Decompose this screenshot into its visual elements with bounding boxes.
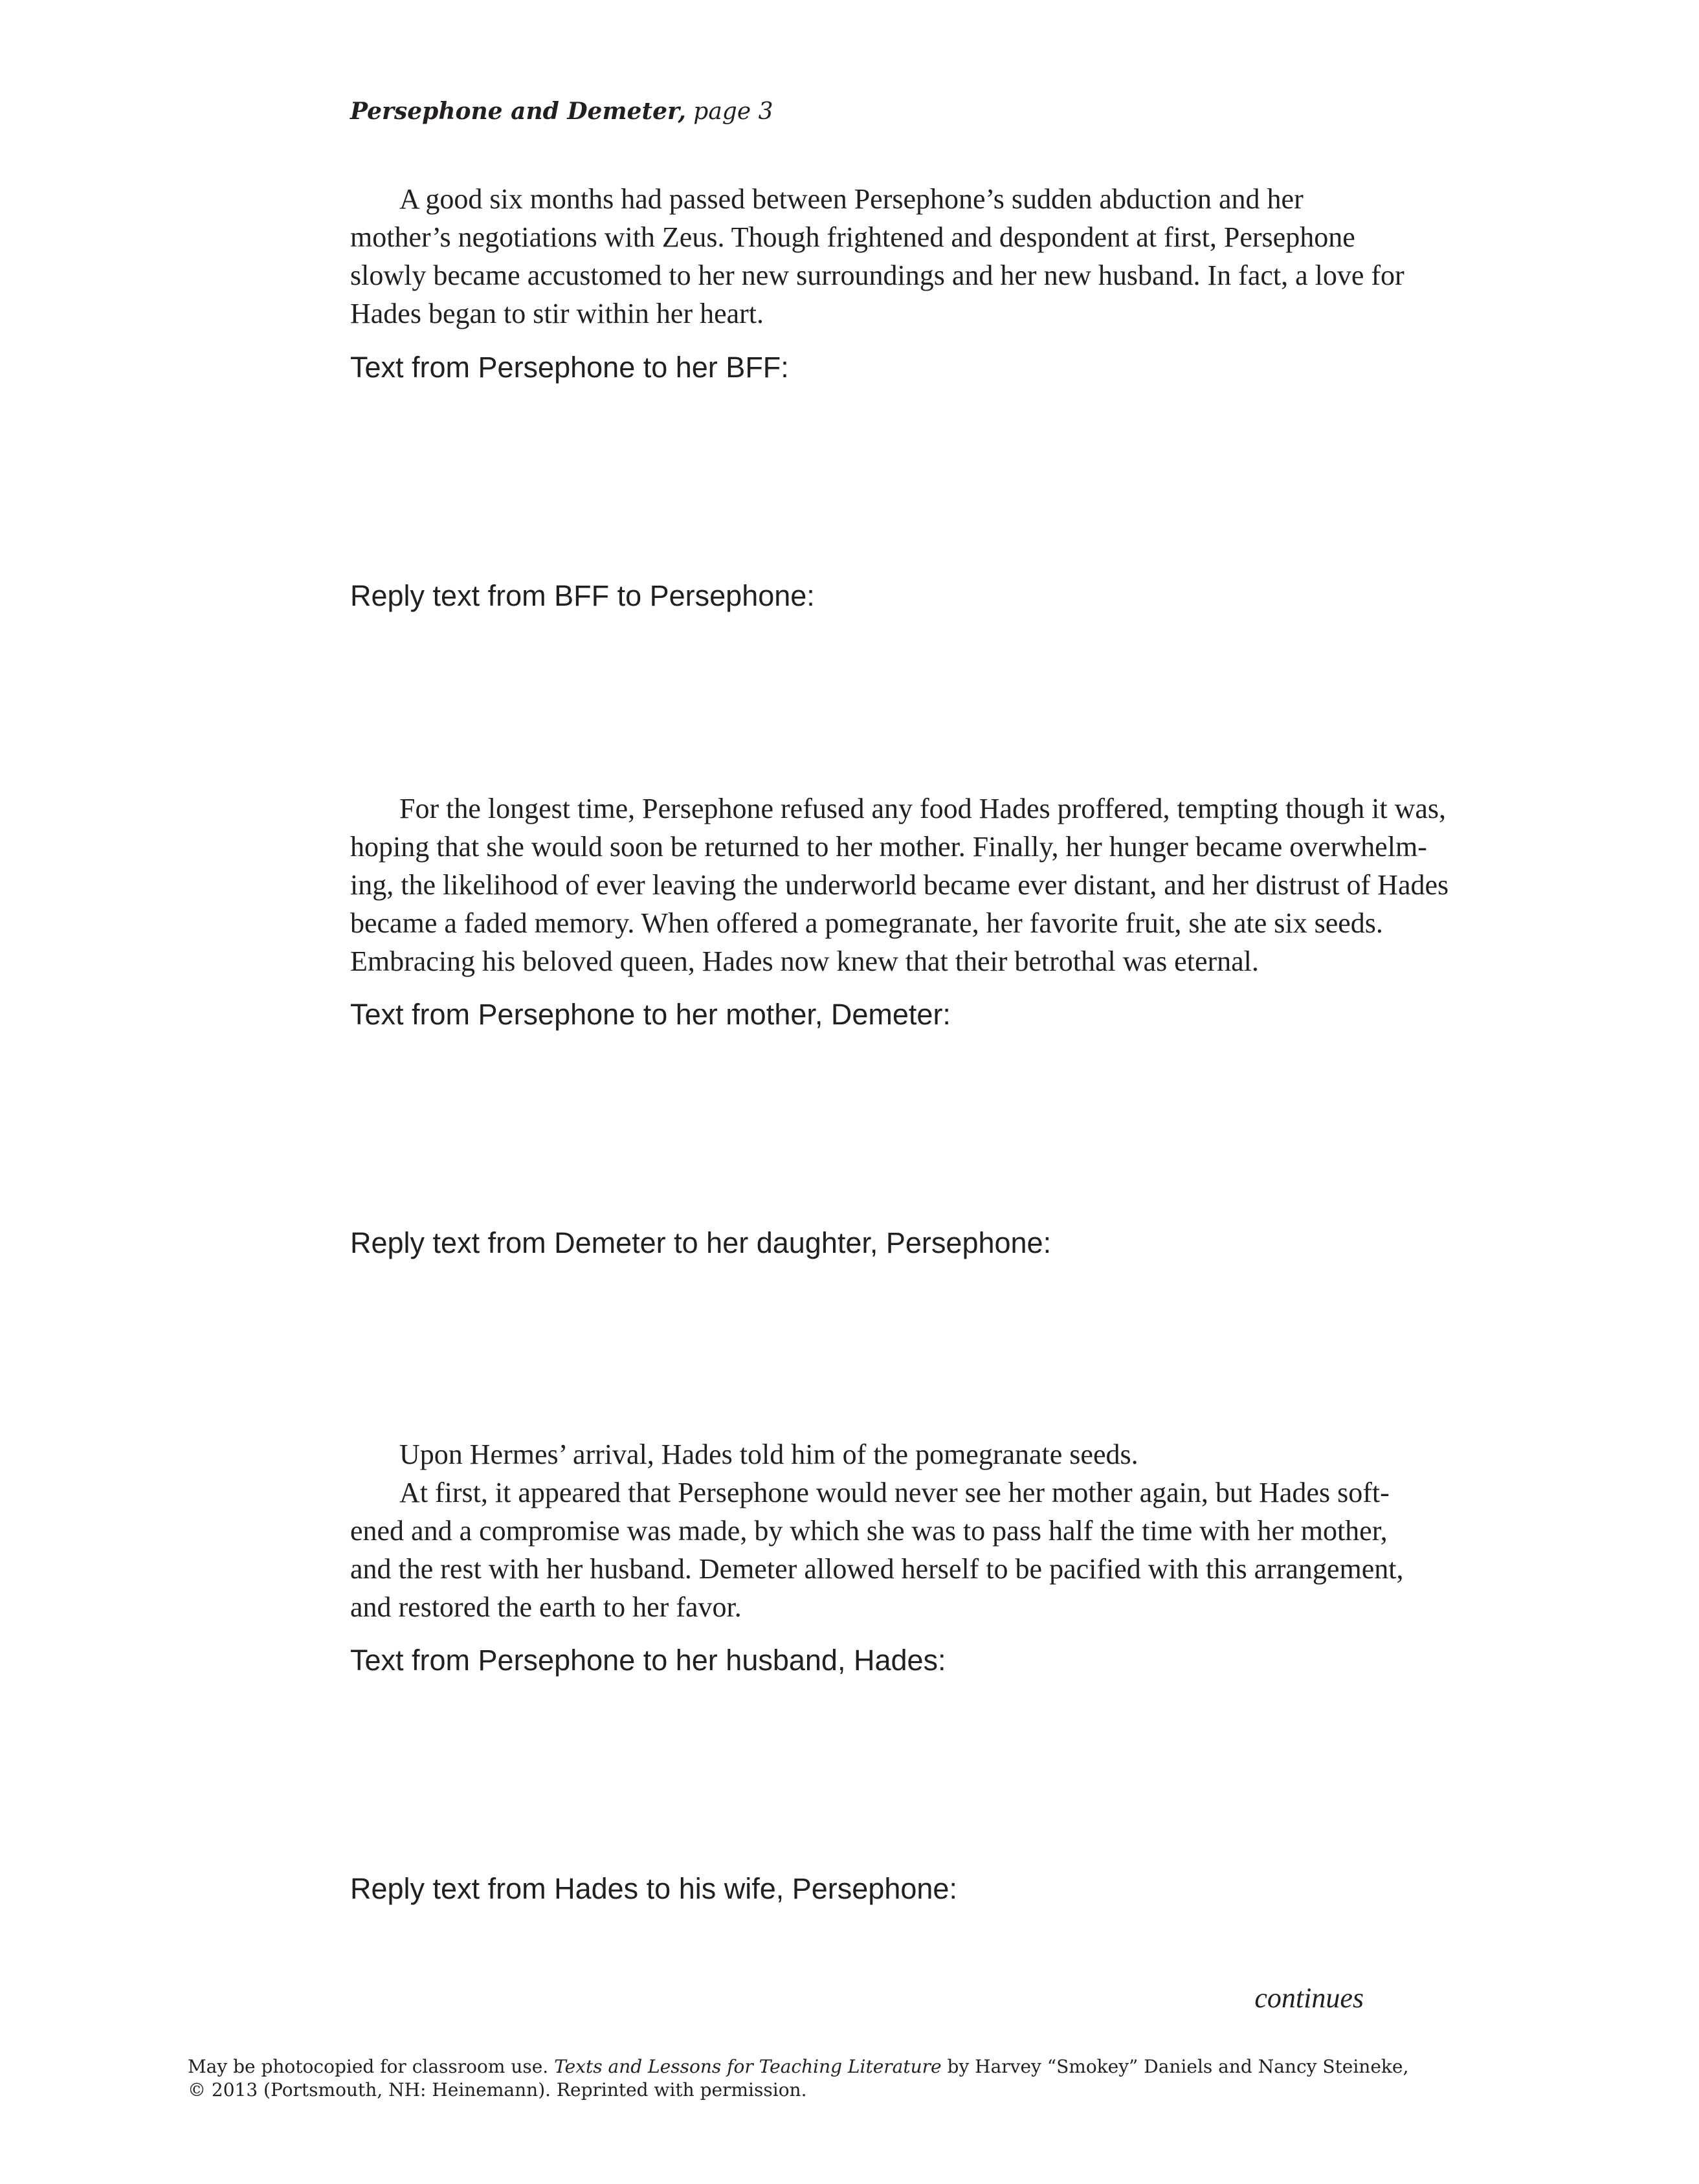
paragraph-line: Embracing his beloved queen, Hades now knew that their betrothal was eternal. [350,945,1259,977]
footer-credit [188,2055,1408,2102]
page-header [350,96,773,127]
paragraph-line: hoping that she would soon be returned to her mother. Finally, her hunger became overwhelm- [350,831,1427,863]
footer-book-title: Texts and Lessons for Teaching Literature [554,2056,942,2077]
footer-line-2: © 2013 (Portsmouth, NH: Heinemann). Reprinted with permission. [188,2079,807,2101]
paragraph-line: For the longest time, Persephone refused any food Hades proffered, tempting though it was, [399,793,1447,824]
prompt-bff-reply: Reply text from BFF to Persephone: [350,579,815,612]
prompt-hades-reply: Reply text from Hades to his wife, Persephone: [350,1872,957,1905]
footer-line-1 [188,2055,1408,2079]
paragraph-line: mother’s negotiations with Zeus. Though frightened and despondent at first, Persephone [350,221,1355,253]
header-title: Persephone and Demeter, [350,98,686,125]
paragraph-line: Upon Hermes’ arrival, Hades told him of the pomegranate seeds. [399,1439,1138,1470]
paragraph-1 [350,180,1405,333]
paragraph-line: became a faded memory. When offered a pomegranate, her favorite fruit, she ate six seeds. [350,907,1383,939]
prompt-persephone-to-bff: Text from Persephone to her BFF: [350,351,789,384]
paragraph-line: Hades began to stir within her heart. [350,298,764,329]
header-page-number: page 3 [685,98,773,125]
paragraph-2 [350,789,1449,980]
paragraph-line: ing, the likelihood of ever leaving the underworld became ever distant, and her distrust of Hades [350,869,1449,901]
paragraph-3 [350,1435,1404,1626]
footer-prefix: May be photocopied for classroom use. [188,2056,555,2077]
paragraph-line: slowly became accustomed to her new surroundings and her new husband. In fact, a love for [350,259,1405,291]
paragraph-line: ened and a compromise was made, by which she was to pass half the time with her mother, [350,1515,1388,1547]
prompt-persephone-to-hades: Text from Persephone to her husband, Hades: [350,1644,946,1677]
prompt-persephone-to-demeter: Text from Persephone to her mother, Demeter: [350,998,951,1031]
paragraph-line: and restored the earth to her favor. [350,1591,742,1623]
continues-label: continues [1254,1982,1364,2014]
paragraph-line: and the rest with her husband. Demeter allowed herself to be pacified with this arrangement, [350,1553,1404,1585]
footer-authors: by Harvey “Smokey” Daniels and Nancy Steineke, [941,2056,1409,2077]
paragraph-line: At first, it appeared that Persephone would never see her mother again, but Hades soft- [399,1477,1390,1508]
paragraph-line: A good six months had passed between Persephone’s sudden abduction and her [399,183,1304,215]
prompt-demeter-reply: Reply text from Demeter to her daughter, Persephone: [350,1226,1052,1259]
